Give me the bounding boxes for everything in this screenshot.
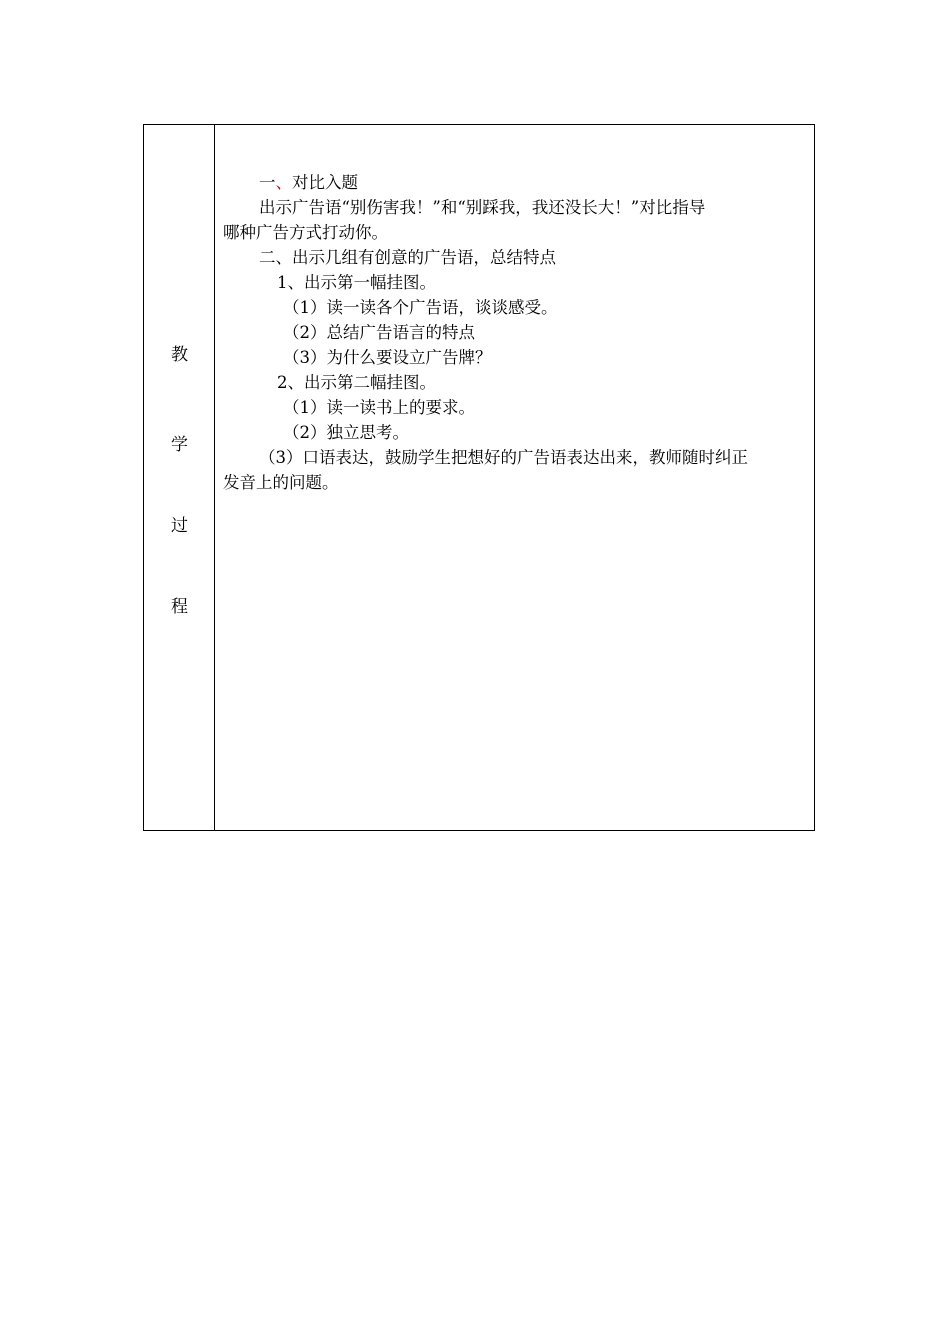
section-label-char: 程 (171, 597, 188, 617)
heading-creative-ads: 二、出示几组有创意的广告语，总结特点 (259, 248, 556, 267)
list-item: 2、出示第二幅挂图。 (277, 373, 436, 392)
sub-list-item: （2）独立思考。 (283, 423, 409, 442)
heading-separator: 、 (275, 173, 292, 192)
sub-list-item: （3）为什么要设立广告牌？ (283, 348, 492, 367)
paragraph-line: 哪种广告方式打动你。 (223, 223, 388, 242)
sub-list-item: （1）读一读书上的要求。 (283, 398, 475, 417)
section-label-char: 学 (171, 435, 188, 455)
section-label-char: 教 (171, 345, 188, 365)
sub-list-item: （1）读一读各个广告语，谈谈感受。 (283, 298, 558, 317)
heading-text: 对比入题 (292, 173, 358, 192)
paragraph-line: 出示广告语“别伤害我！”和“别踩我，我还没长大！”对比指导 (259, 198, 706, 217)
heading-contrast-intro (259, 171, 358, 195)
section-label-char: 过 (171, 516, 188, 536)
paragraph-line: 发音上的问题。 (223, 473, 339, 492)
sub-list-item: （2）总结广告语言的特点 (283, 323, 475, 342)
sub-list-item: （3）口语表达，鼓励学生把想好的广告语表达出来，教师随时纠正 (259, 448, 748, 467)
heading-number: 一 (259, 173, 276, 192)
lesson-table (143, 124, 815, 831)
list-item: 1、出示第一幅挂图。 (277, 273, 436, 292)
section-label-cell (144, 125, 215, 830)
teaching-process-cell (215, 125, 814, 830)
